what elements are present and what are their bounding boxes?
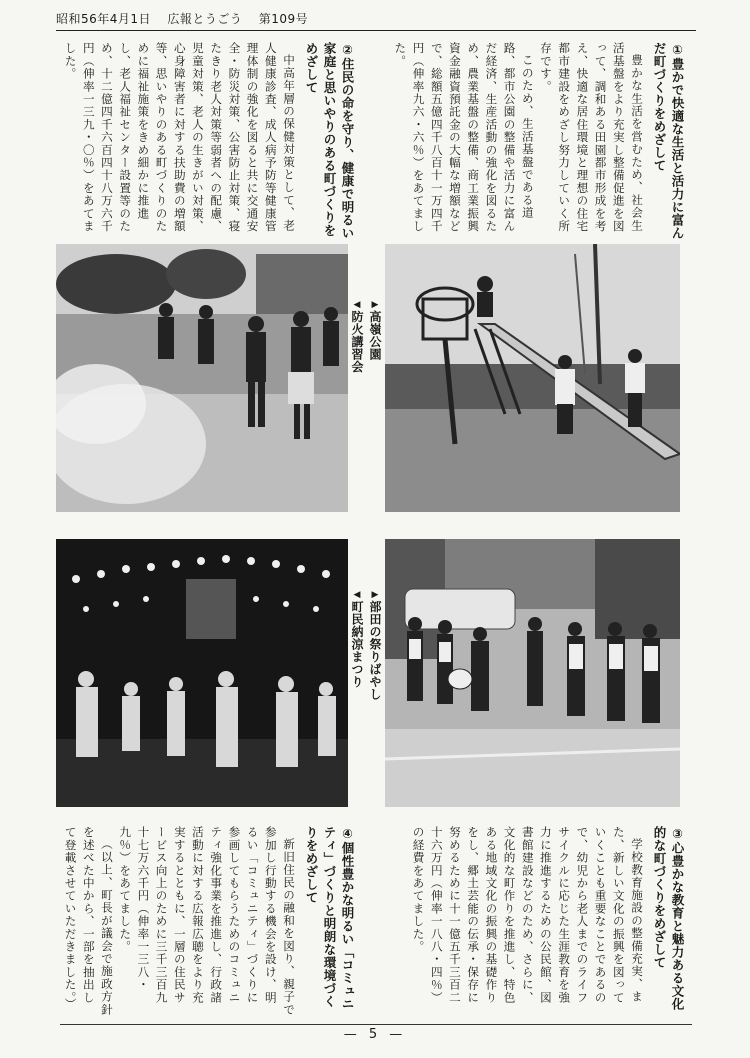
park-illustration bbox=[385, 244, 680, 512]
section-1 bbox=[386, 42, 686, 242]
section-4 bbox=[56, 826, 356, 1016]
fire-drill-illustration bbox=[56, 244, 348, 512]
photo-park bbox=[385, 244, 680, 512]
page-number: — 5 — bbox=[343, 1027, 407, 1042]
section-1-paragraph: このため、生活基盤である道路、都市公園の整備や活力に富んだ経済、生産活動の強化を図るため、農業基盤の整備、商工業振興資金融資預託金の大幅な増額などで、総額五億四千八百十一万四千円（伸率九六・六％）をあてました。 bbox=[393, 42, 535, 233]
section-4-heading: ④個性豊かな明るい「コミュニティ」づくりと明朗な環境づくりをめざして bbox=[304, 826, 355, 1011]
header-issue: 第109号 bbox=[258, 12, 309, 26]
caption-park: ▶高嶺公園 bbox=[368, 300, 382, 361]
pointer-icon: ▶ bbox=[370, 590, 380, 601]
pointer-icon: ▶ bbox=[370, 300, 380, 311]
photo-festival-music bbox=[385, 539, 680, 807]
section-4-paragraph: 新旧住民の融和を図り、親子で参加し行動する機会を設け、明るい「コミュニティ」づくりに参画してもらうためのコミュニティ強化事業を推進し、行政諸活動に対する広報広聴をより充実するとともに、一層の住民サービス向上のために三千三百九十七万六千円（伸率一三八・九％）をあてました。 bbox=[118, 826, 296, 1016]
pointer-icon: ◀ bbox=[352, 300, 362, 311]
page-header bbox=[56, 8, 696, 31]
caption-fire-drill: ◀防火講習会 bbox=[350, 300, 364, 373]
section-1-paragraph: 豊かな生活を営むため、社会生活基盤をより充実し整備促進を図って、調和ある田園都市形成を考え、快適な居住環境と理想の住宅都市建設をめざし努力していく所存です。 bbox=[538, 42, 644, 233]
summer-festival-illustration bbox=[56, 539, 348, 807]
section-2-paragraph: 中高年層の保健対策として、老人健康診査、成人病予防等健康管理体制の強化を図ると共に交通安全・防災対策、公害防止対策、寝たきり老人対策等弱者への配慮、児童対策、老人の生きがい対策、心身障害者に対する扶助費の増額等、思いやりのある町づくりのために福祉施策をきめ細かに推進し、老人福祉センター設置等のため、十二億四千六百四十八万六千円（伸率一三九・〇％）をあてました。 bbox=[63, 42, 296, 233]
footer-rule bbox=[60, 1024, 692, 1025]
photo-fire-drill bbox=[56, 244, 348, 512]
header-publication: 広報とうごう bbox=[167, 12, 243, 26]
pointer-icon: ◀ bbox=[352, 590, 362, 601]
section-2-heading: ②住民の命を守り、健康で明るい家庭と思いやりのある町づくりをめざして bbox=[304, 42, 355, 240]
section-1-heading: ①豊かで快適な生活と活力に富んだ町づくりをめざして bbox=[652, 42, 685, 240]
header-date: 昭和56年4月1日 bbox=[56, 12, 152, 26]
caption-summer-festival: ◀町民納涼まつり bbox=[350, 590, 364, 688]
section-3 bbox=[386, 826, 686, 1016]
section-3-heading: ③心豊かな教育と魅力ある文化的な町づくりをめざして bbox=[652, 826, 685, 1011]
festival-music-illustration bbox=[385, 539, 680, 807]
photo-summer-festival bbox=[56, 539, 348, 807]
section-2 bbox=[56, 42, 356, 242]
section-4-paragraph: （以上、町長が議会で施政方針を述べた中から、一部を抽出して登載させていただきました。） bbox=[63, 826, 114, 1016]
caption-festival-music: ▶部田の祭りばやし bbox=[368, 590, 382, 701]
section-3-paragraph: 学校教育施設の整備充実、また、新しい文化の振興を図っていくことも重要なことであるので、幼児から老人までのライフサイクルに応じた生涯教育を強力に推進するための公民館、図書館建設などのため、さらに、文化的な町作りを推進し、特色ある地域文化の振興の基礎作りをし、郷土芸能の伝承・保存に努めるために十一億五千三百二十六万円（伸率一八八・四％）の経費をあてました。 bbox=[411, 826, 644, 1004]
